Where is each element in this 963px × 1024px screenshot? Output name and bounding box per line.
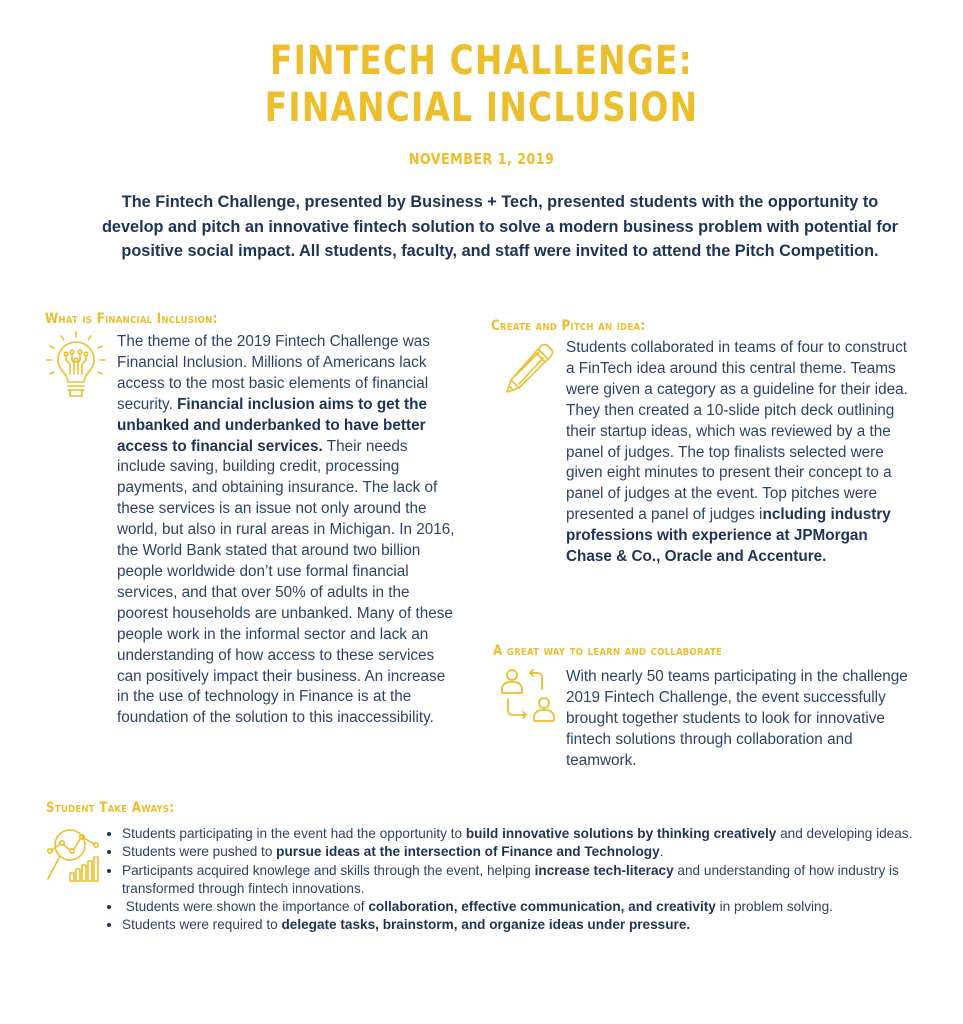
learn-collaborate-text: With nearly 50 teams participating in the challenge 2019 Fintech Challenge, the event successfully brought together students to look for innovative fintech solutions through collaboration and teamwork. — [566, 668, 908, 769]
page-title — [87, 38, 877, 132]
section-heading-financial-inclusion: What is Financial Inclusion: — [45, 311, 218, 327]
section-heading-takeaways: Student Take Aways: — [46, 800, 175, 816]
takeaway-item: • Students participating in the event had the opportunity to build innovative solutions by thinking creatively and developing ideas. — [122, 825, 942, 843]
section-heading-create-pitch: Create and Pitch an idea: — [491, 318, 646, 334]
title-line-1: FINTECH CHALLENGE: — [270, 38, 693, 84]
create-pitch-highlight: ncluding industry professions with experience at JPMorgan Chase & Co., Oracle and Accenture. — [566, 506, 891, 566]
event-date: NOVEMBER 1, 2019 — [408, 150, 555, 168]
takeaway-item: • Students were required to delegate tasks, brainstorm, and organize ideas under pressure. — [122, 916, 942, 934]
section-heading-learn-collaborate: A great way to learn and collaborate — [493, 643, 723, 659]
intro-paragraph: The Fintech Challenge, presented by Business + Tech, presented students with the opportunity to develop and pitch an innovative fintech solution to solve a modern business problem with potential for positive social impact. All students, faculty, and staff were invited to attend the Pitch Competition. — [101, 193, 899, 260]
create-pitch-text: Students collaborated in teams of four to construct a FinTech idea around this central theme. Teams were given a category as a guideline for their idea. They then created a 10-slide pitch deck outlining their startup ideas, which was reviewed by a the panel of judges. The top finalists selected were given eight minutes to present their concept to a panel of judges at the event. Top pitches were presented a panel of judges including industry professions with experience at JPMorgan Chase & Co., Oracle and Accenture. — [566, 339, 908, 566]
financial-inclusion-text: The theme of the 2019 Fintech Challenge was Financial Inclusion. Millions of Americans lack access to the most basic elements of financial security. Financial inclusion aims to get the unbanked and underbanked to have better access to financial services. Their needs include saving, building credit, processing payments, and obtaining insurance. The lack of these services is an issue not only around the world, but also in rural areas in Michigan. In 2016, the World Bank stated that around two billion people worldwide don’t use formal financial services, and that over 50% of adults in the poorest households are unbanked. Many of these people work in the informal sector and lack an understanding of how access to these services can positively impact their business. An increase in the use of technology in Finance is at the foundation of the solution to this inaccessibility. — [117, 333, 455, 727]
takeaway-item: • Participants acquired knowlege and skills through the event, helping increase tech-literacy and understanding of how industry is transformed through fintech innovations. — [122, 862, 942, 899]
analytics-magnifier-icon — [46, 825, 106, 885]
people-exchange-icon — [500, 665, 556, 723]
takeaways-list — [104, 825, 942, 935]
financial-inclusion-highlight: Financial inclusion aims to get the unbanked and underbanked to have better access to financial services. — [117, 395, 427, 455]
takeaway-item: • Students were pushed to pursue ideas at the intersection of Finance and Technology. — [122, 843, 942, 861]
title-line-2: FINANCIAL INCLUSION — [264, 85, 699, 131]
lightbulb-circuit-icon — [46, 330, 106, 402]
takeaway-item: • Students were shown the importance of collaboration, effective communication, and creativity in problem solving. — [122, 898, 942, 916]
pencil-icon — [505, 342, 555, 394]
